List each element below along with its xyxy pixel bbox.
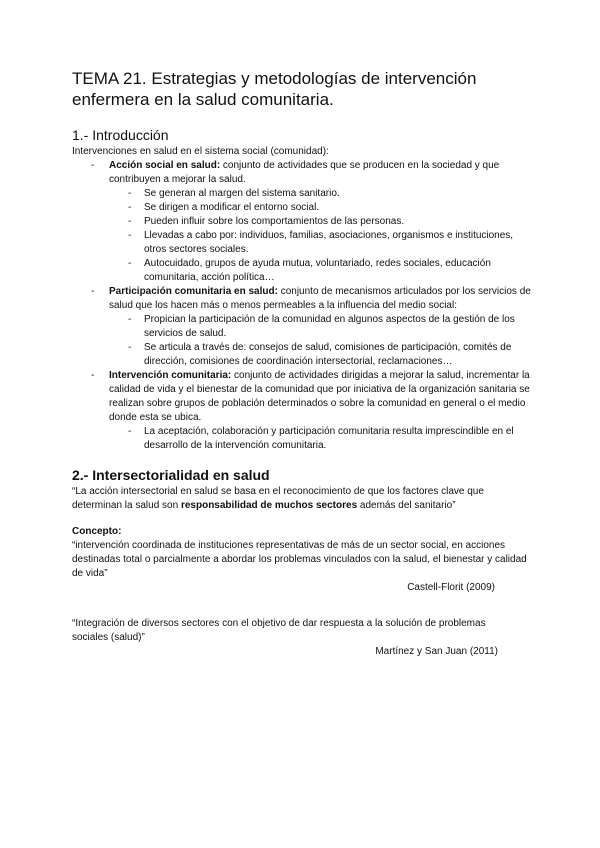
document-page [72, 68, 532, 659]
section-2-quote [72, 485, 532, 513]
text-intervencion: conjunto de actividades dirigidas a mejorar la salud, incrementar la calidad de vida y el bienestar de la comunidad que por iniciativa de la organización sanitaria se realizan sobre grupos de población determinados o sobre la comunidad en general o el medio donde esta se ubica. [109, 370, 530, 423]
list-item-participacion [109, 285, 532, 369]
accion-social-sublist [109, 187, 532, 285]
sublist-item: - Se articula a través de: consejos de salud, comisiones de participación, comités de dirección, comisiones de coordinación intersectorial, reclamaciones… [144, 341, 532, 369]
section-1-intro: Intervenciones en salud en el sistema social (comunidad): [72, 146, 329, 157]
intervention-list [72, 159, 532, 453]
sublist-item: - Autocuidado, grupos de ayuda mutua, voluntariado, redes sociales, educación comunitaria, acción política… [144, 257, 532, 285]
sublist-item: - Llevadas a cabo por: individuos, familias, asociaciones, organismos e instituciones, otros sectores sociales. [144, 229, 532, 257]
sublist-item: - La aceptación, colaboración y participación comunitaria resulta imprescindible en el desarrollo de la intervención comunitaria. [144, 425, 532, 453]
term-participacion: Participación comunitaria en salud: [109, 286, 278, 297]
spacer [72, 513, 532, 525]
citation-1: Castell-Florit (2009) [407, 582, 495, 593]
list-item-accion-social [109, 159, 532, 285]
quote-text-start: “La acción intersectorial en salud se basa en el reconocimiento de que los factores clave que determinan la salud son [72, 486, 484, 511]
sublist-item: - Propician la participación de la comunidad en algunos aspectos de la gestión de los servicios de salud. [144, 313, 532, 341]
definition-1: “intervención coordinada de instituciones representativas de más de un sector social, en acciones destinadas total o parcialmente a abordar los problemas vinculados con la salud, el bienestar y calidad de vida” [72, 540, 527, 579]
quote-text-bold: responsabilidad de muchos sectores [180, 500, 358, 511]
sublist-item: - Pueden influir sobre los comportamientos de las personas. [144, 215, 532, 229]
spacer [72, 453, 532, 466]
section-2-heading: 2.- Intersectorialidad en salud [72, 467, 270, 483]
spacer [72, 595, 532, 617]
sublist-item: - Se dirigen a modificar el entorno social. [144, 201, 532, 215]
document-title: TEMA 21. Estrategias y metodologías de intervención enfermera en la salud comunitaria. [72, 69, 477, 109]
section-1-heading: 1.- Introducción [72, 127, 169, 143]
term-intervencion: Intervención comunitaria: [109, 370, 232, 381]
text-participacion: conjunto de mecanismos articulados por los servicios de salud que los hacen más o menos permeables a la influencia del medio social: [109, 286, 531, 311]
concept-label [72, 525, 532, 539]
concept-label-text: Concepto: [72, 526, 122, 537]
citation-2: Martínez y San Juan (2011) [375, 646, 498, 657]
term-accion-social: Acción social en salud: [109, 160, 221, 171]
quote-text-end: además del sanitario” [357, 500, 456, 511]
intervencion-sublist [109, 425, 532, 453]
text-accion-social: conjunto de actividades que se producen en la sociedad y que contribuyen a mejorar la salud. [109, 160, 500, 185]
participacion-sublist [109, 313, 532, 369]
definition-2-line-2: sociales (salud)” [72, 632, 145, 643]
list-item-intervencion [109, 369, 532, 453]
definition-2-line-1: “Integración de diversos sectores con el objetivo de dar respuesta a la solución de problemas [72, 618, 486, 629]
sublist-item: - Se generan al margen del sistema sanitario. [144, 187, 532, 201]
